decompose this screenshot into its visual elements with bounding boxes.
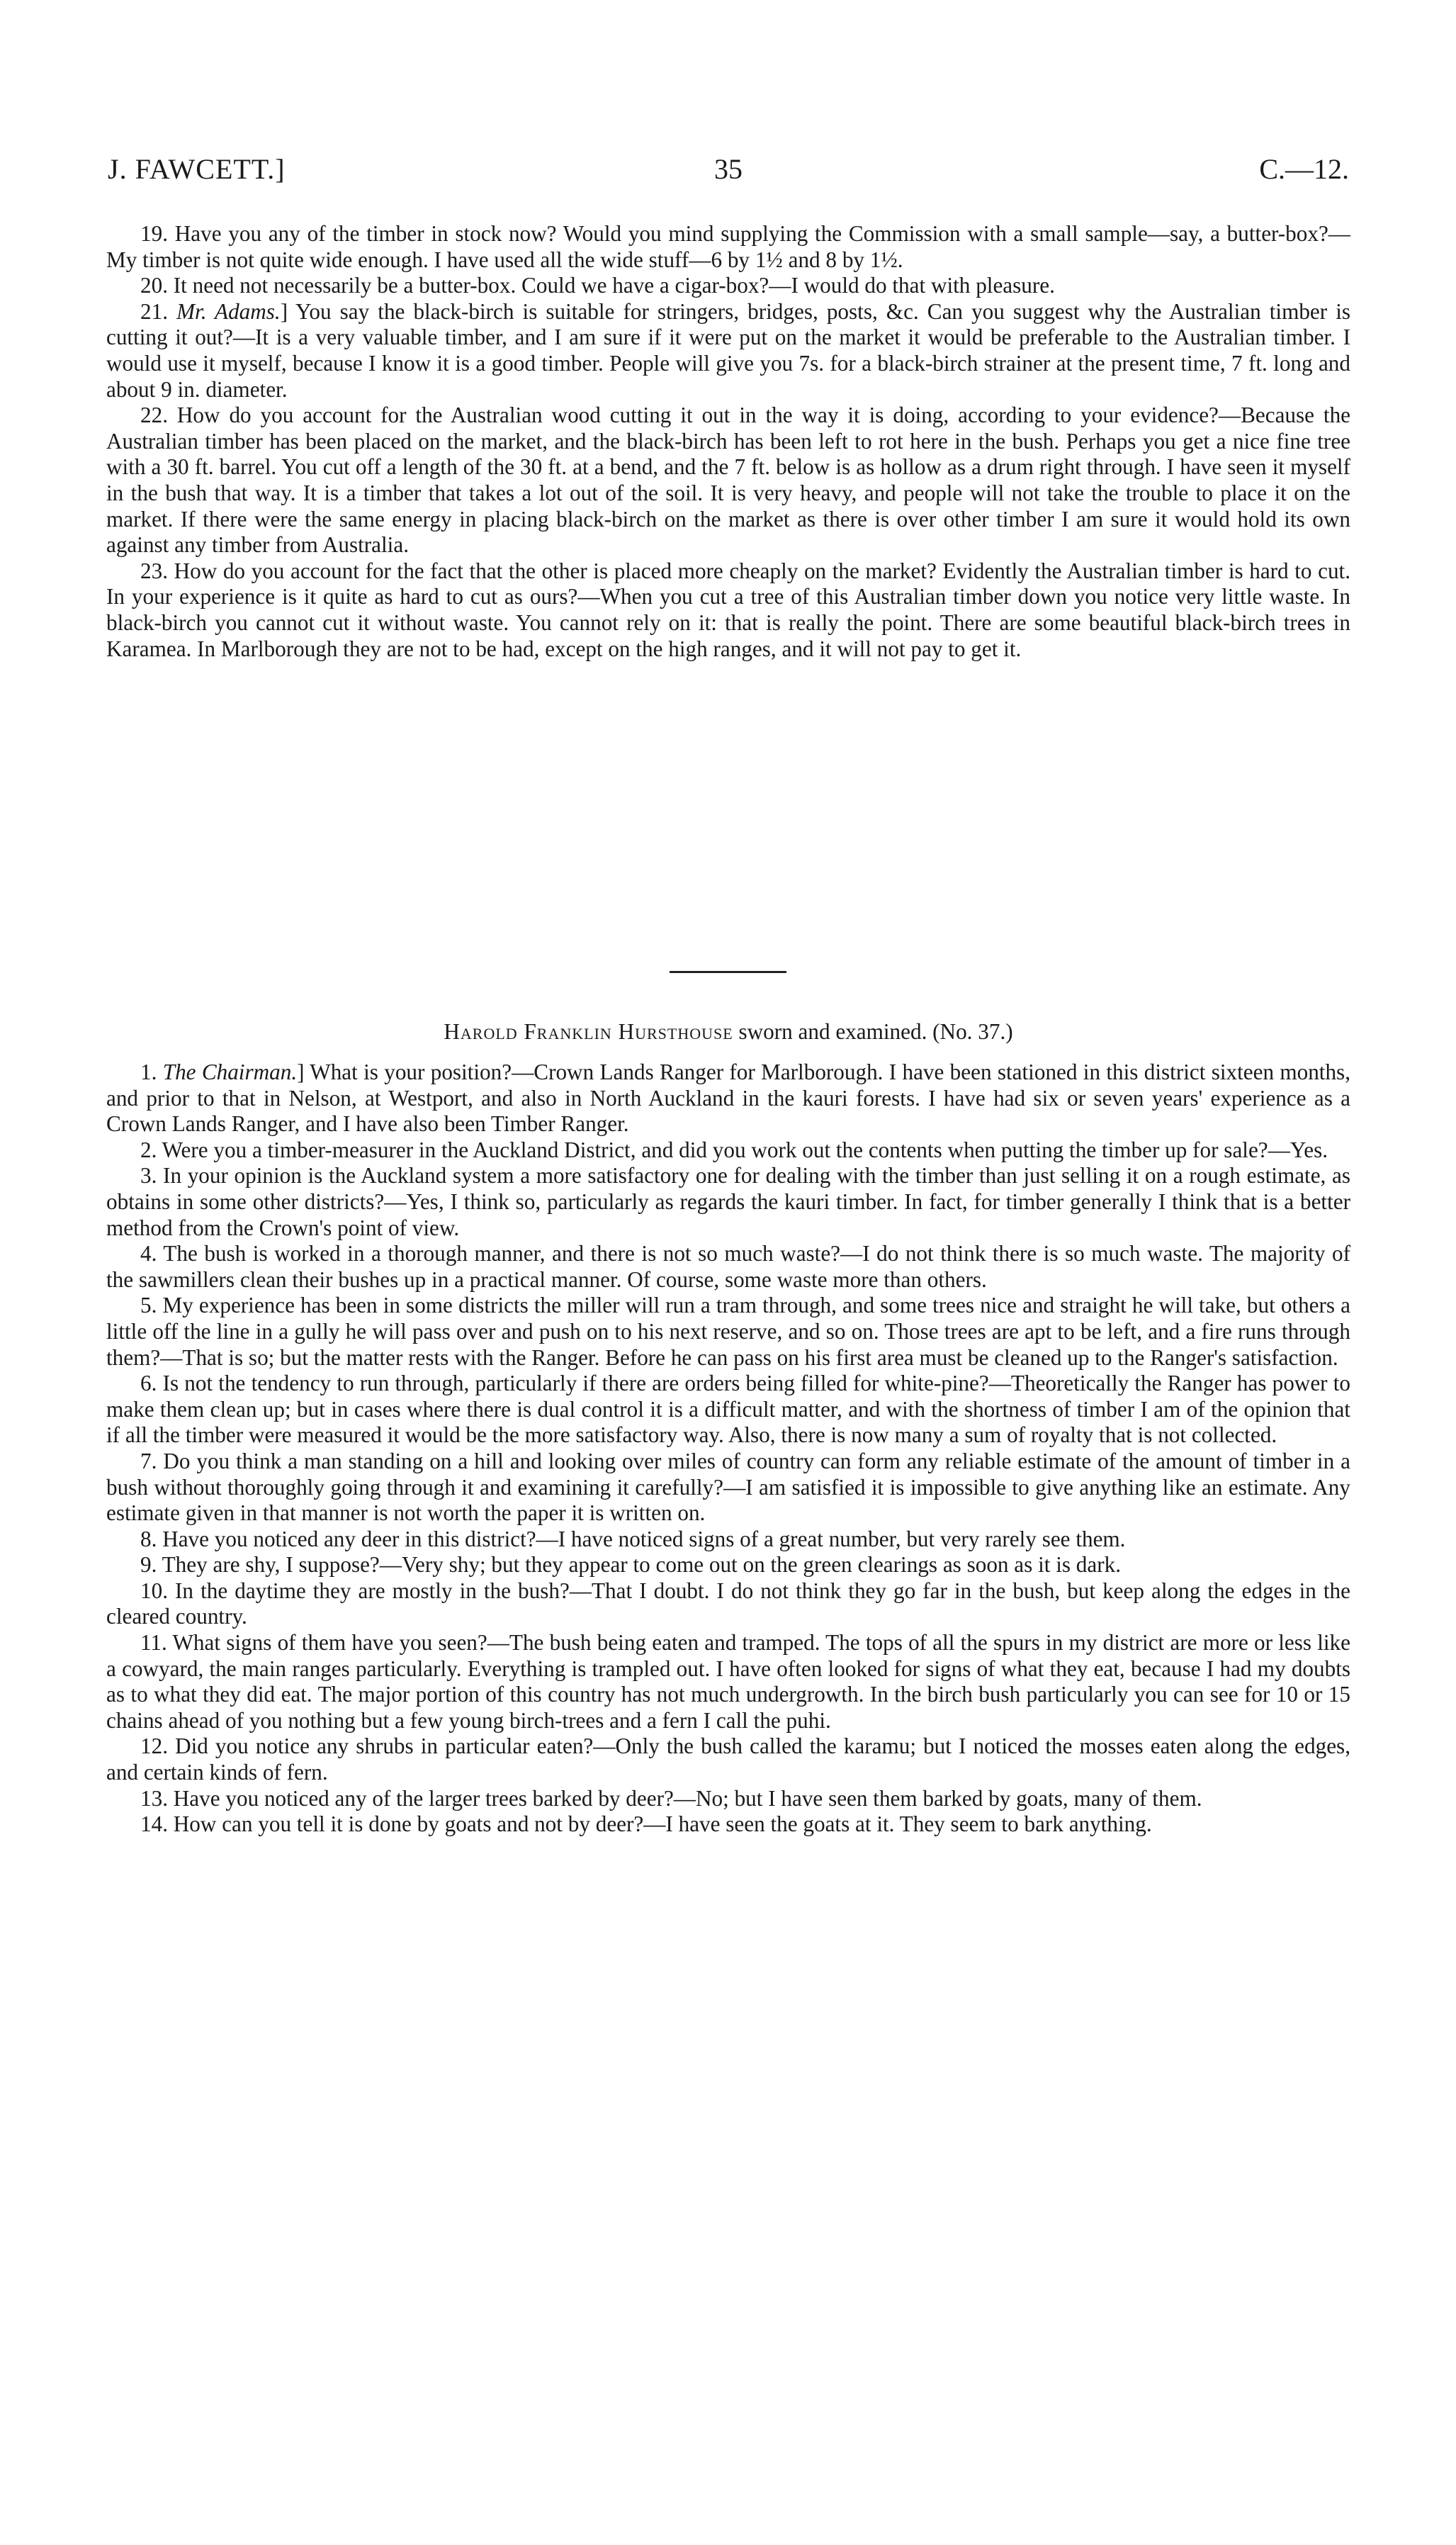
speaker-label: Mr. Adams. <box>176 298 281 324</box>
paragraph-q23: 23. How do you account for the fact that the other is placed more cheaply on the market? Evidently the Australian timber is hard to cut. In your experience is it quite as hard to cut as ours?—When you cut a tree of this Australian timber down you notice very little waste. In black-birch you cannot cut it without waste. You cannot rely on it: that is really the point. There are some beautiful black-birch trees in Karamea. In Marlborough they are not to be had, except on the high ranges, and it will not pay to get it. <box>106 558 1350 661</box>
document-code: C.—12. <box>1259 153 1349 185</box>
paragraph-q9: 9. They are shy, I suppose?—Very shy; but they appear to come out on the green clearings as soon as it is dark. <box>140 1552 1122 1578</box>
page-number: 35 <box>714 153 743 185</box>
paragraph-q7: 7. Do you think a man standing on a hill and looking over miles of country can form any reliable estimate of the amount of timber in a bush without thoroughly going through it and examining it carefully?—I am satisfied it is impossible to give anything like an estimate. Any estimate given in that manner is not worth the paper it is written on. <box>106 1448 1350 1526</box>
witness-heading <box>106 1019 1350 1045</box>
paragraph-q5: 5. My experience has been in some districts the miller will run a tram through, and some trees nice and straight he will take, but others a little off the line in a gully he will pass over and push on to his next reserve, and so on. Those trees are apt to be left, and a fire runs through them?—That is so; but the matter rests with the Ranger. Before he can pass on his first area must be cleaned up to the Ranger's satisfaction. <box>106 1293 1350 1370</box>
page-header <box>108 152 1349 195</box>
paragraph-q3: 3. In your opinion is the Auckland system a more satisfactory one for dealing with the timber than just selling it on a rough estimate, as obtains in some other districts?—Yes, I think so, particularly as regards the kauri timber. In fact, for timber generally I think that is a better method from the Crown's point of view. <box>106 1163 1350 1240</box>
paragraph-q21 <box>106 299 1350 403</box>
paragraph-q12: 12. Did you notice any shrubs in particular eaten?—Only the bush called the karamu; but I noticed the mosses eaten along the edges, and certain kinds of fern. <box>106 1734 1350 1785</box>
paragraph-q14: 14. How can you tell it is done by goats and not by deer?—I have seen the goats at it. They seem to bark anything. <box>140 1811 1152 1837</box>
evidence-part-two <box>106 1060 1350 1838</box>
paragraph-text: ] What is your position?—Crown Lands Ranger for Marlborough. I have been stationed in this district sixteen months, and prior to that in Nelson, at Westport, and also in North Auckland in the kauri forests. I have had six or seven years' experience as a Crown Lands Ranger, and I have also been Timber Ranger. <box>106 1060 1350 1137</box>
question-number: 21. <box>140 298 168 324</box>
paragraph-q19: 19. Have you any of the timber in stock now? Would you mind supplying the Commission with a small sample—say, a butter-box?—My timber is not quite wide enough. I have used all the wide stuff—6 by 1½ and 8 by 1½. <box>106 221 1350 272</box>
paragraph-q10: 10. In the daytime they are mostly in the bush?—That I doubt. I do not think they go far in the bush, but keep along the edges in the cleared country. <box>106 1578 1350 1629</box>
paragraph-q6: 6. Is not the tendency to run through, particularly if there are orders being filled for white-pine?—Theoretically the Ranger has power to make them clean up; but in cases where there is dual control it is a difficult matter, and with the shortness of timber I am of the opinion that if all the timber were measured it would be the more satisfactory way. Also, there is now many a sum of royalty that is not collected. <box>106 1371 1350 1448</box>
paragraph-q1 <box>106 1060 1350 1137</box>
header-witness: J. FAWCETT.] <box>108 153 286 185</box>
paragraph-text: ] You say the black-birch is suitable for stringers, bridges, posts, &c. Can you suggest why the Australian timber is cutting it out?—It is a very valuable timber, and I am sure if it were put on the market it would be preferable to the Australian timber. I would use it myself, because I know it is a good timber. People will give you 7s. for a black-birch strainer at the present time, 7 ft. long and about 9 in. diameter. <box>106 298 1351 402</box>
paragraph-q13: 13. Have you noticed any of the larger trees barked by deer?—No; but I have seen them barked by goats, many of them. <box>140 1785 1202 1811</box>
speaker-label: The Chairman. <box>162 1060 298 1084</box>
paragraph-q20: 20. It need not necessarily be a butter-box. Could we have a cigar-box?—I would do that with pleasure. <box>140 273 1055 298</box>
evidence-part-one <box>106 221 1350 662</box>
paragraph-q4: 4. The bush is worked in a thorough manner, and there is not so much waste?—I do not think there is so much waste. The majority of the sawmillers clean their bushes up in a practical manner. Of course, some waste more than others. <box>106 1241 1350 1292</box>
witness-name: Harold Franklin Hursthouse <box>444 1019 733 1044</box>
paragraph-q22: 22. How do you account for the Australian wood cutting it out in the way it is doing, according to your evidence?—Because the Australian timber has been placed on the market, and the black-birch has been left to rot here in the bush. Perhaps you get a nice fine tree with a 30 ft. barrel. You cut off a length of the 30 ft. at a bend, and the 7 ft. below is as hollow as a drum right through. I have seen it myself in the bush that way. It is a timber that takes a lot out of the soil. It is very heavy, and people will not take the trouble to place it on the market. If there were the same energy in placing black-birch on the market as there is over other timber I am sure it would hold its own against any timber from Australia. <box>106 403 1350 558</box>
witness-heading-rest: sworn and examined. (No. 37.) <box>733 1019 1013 1044</box>
paragraph-q2: 2. Were you a timber-measurer in the Auckland District, and did you work out the contents when putting the timber up for sale?—Yes. <box>140 1137 1328 1162</box>
paragraph-q11: 11. What signs of them have you seen?—The bush being eaten and tramped. The tops of all the spurs in my district are more or less like a cowyard, the main ranges particularly. Everything is trampled out. I have often looked for signs of what they eat, because I had my doubts as to what they did eat. The major portion of this country has not much undergrowth. In the birch bush particularly you can see for 10 or 15 chains ahead of you nothing but a few young birch-trees and a fern I call the puhi. <box>106 1630 1350 1733</box>
section-divider <box>670 971 786 973</box>
paragraph-q8: 8. Have you noticed any deer in this district?—I have noticed signs of a great number, but very rarely see them. <box>140 1526 1126 1551</box>
question-number: 1. <box>140 1060 157 1084</box>
